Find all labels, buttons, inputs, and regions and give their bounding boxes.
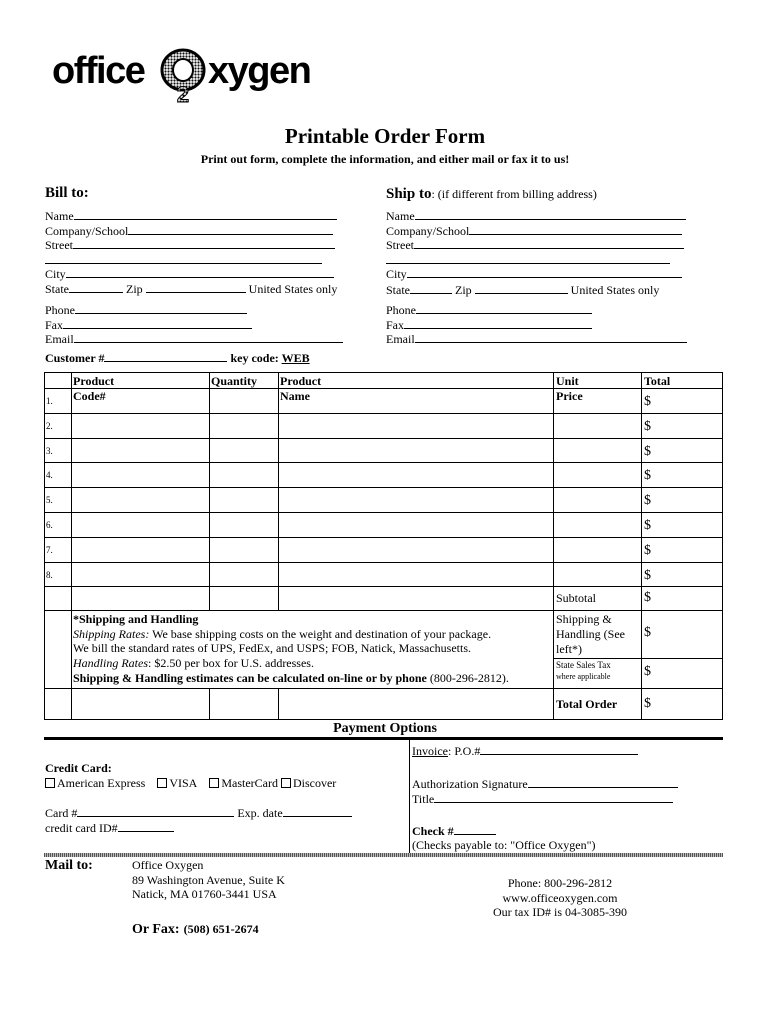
table-row-line — [44, 586, 723, 587]
bill-email-field[interactable]: Email — [45, 331, 343, 347]
header-unit-price: Unit Price — [556, 374, 583, 403]
order-cell-input[interactable] — [642, 538, 722, 562]
visa-checkbox[interactable]: VISA — [157, 776, 197, 790]
check-payable-note: (Checks payable to: "Office Oxygen") — [412, 838, 596, 852]
order-cell-input[interactable] — [72, 563, 209, 586]
order-cell-input[interactable] — [72, 463, 209, 487]
row-number: 5. — [46, 495, 53, 505]
order-cell-input[interactable] — [279, 563, 553, 586]
bill-phone-field[interactable]: Phone — [45, 302, 247, 318]
order-cell-input[interactable] — [279, 538, 553, 562]
tax-dollar: $ — [644, 664, 651, 679]
order-cell-input[interactable] — [279, 439, 553, 462]
table-column-line — [71, 688, 72, 719]
order-cell-input[interactable] — [72, 513, 209, 537]
bill-name-field[interactable]: Name — [45, 208, 337, 224]
order-cell-input[interactable] — [279, 414, 553, 438]
shipping-note-title: *Shipping and Handling — [73, 612, 199, 626]
order-cell-input[interactable] — [210, 463, 278, 487]
order-cell-input[interactable] — [72, 414, 209, 438]
mail-address-line-2: 89 Washington Avenue, Suite K — [132, 873, 285, 887]
row-total-dollar: $ — [644, 543, 651, 558]
order-cell-input[interactable] — [279, 389, 553, 413]
logo-subscript-2: 2 — [176, 82, 190, 104]
order-cell-input[interactable] — [642, 513, 722, 537]
table-column-line — [553, 688, 554, 719]
order-cell-input[interactable] — [642, 488, 722, 512]
order-cell-input[interactable] — [72, 488, 209, 512]
mail-divider — [44, 853, 723, 857]
order-cell-input[interactable] — [642, 563, 722, 586]
order-cell-input[interactable] — [642, 414, 722, 438]
order-cell-input[interactable] — [210, 488, 278, 512]
payment-divider — [44, 737, 723, 740]
card-number-field[interactable]: Card # Exp. date — [45, 805, 352, 821]
row-number: 4. — [46, 470, 53, 480]
order-cell-input[interactable] — [554, 389, 641, 413]
row-total-dollar: $ — [644, 493, 651, 508]
row-number: 6. — [46, 520, 53, 530]
bill-to-heading: Bill to: — [45, 185, 89, 201]
order-cell-input[interactable] — [210, 563, 278, 586]
total-order-dollar: $ — [644, 696, 651, 711]
credit-card-id-field[interactable]: credit card ID# — [45, 820, 174, 836]
row-total-dollar: $ — [644, 419, 651, 434]
row-number: 1. — [46, 396, 53, 406]
subtotal-label: Subtotal — [556, 591, 597, 605]
table-row-line — [553, 658, 723, 659]
ship-street-field[interactable]: Street — [386, 237, 684, 253]
row-total-dollar: $ — [644, 568, 651, 583]
fax-number: (508) 651-2674 — [183, 922, 259, 936]
page-title: Printable Order Form — [284, 124, 486, 148]
ship-street-line-2[interactable] — [386, 263, 670, 264]
mastercard-checkbox[interactable]: MasterCard — [209, 776, 278, 790]
payment-options-heading: Payment Options — [333, 721, 437, 736]
logo-text-office: office — [52, 50, 145, 92]
tax-id: Our tax ID# is 04-3085-390 — [493, 905, 627, 919]
shipping-rates-text: Shipping Rates: We base shipping costs on the weight and destination of your package. — [73, 627, 492, 641]
total-order-label: Total Order — [556, 697, 618, 711]
ship-to-heading: Ship to: (if different from billing address) — [386, 186, 597, 202]
order-cell-input[interactable] — [554, 488, 641, 512]
order-cell-input[interactable] — [554, 463, 641, 487]
amex-checkbox[interactable]: American Express — [45, 776, 145, 790]
shipping-dollar: $ — [644, 625, 651, 640]
order-cell-input[interactable] — [642, 439, 722, 462]
customer-number-field[interactable]: Customer # key code: WEB — [45, 351, 310, 365]
shipping-estimate-text: Shipping & Handling estimates can be calculated on-line or by phone (800-296-2812). — [73, 671, 509, 685]
order-cell-input[interactable] — [210, 414, 278, 438]
order-cell-input[interactable] — [72, 389, 209, 413]
mail-address-line-1: Office Oxygen — [132, 858, 204, 872]
page-subtitle: Print out form, complete the information, and either mail or fax it to us! — [200, 152, 570, 166]
table-column-line — [553, 610, 554, 688]
ship-fax-field[interactable]: Fax — [386, 317, 592, 333]
key-code-value: WEB — [281, 351, 310, 365]
subtotal-dollar: $ — [644, 590, 651, 605]
table-column-line — [641, 610, 642, 688]
table-column-line — [641, 688, 642, 719]
ship-name-field[interactable]: Name — [386, 208, 686, 224]
order-cell-input[interactable] — [72, 439, 209, 462]
credit-card-heading: Credit Card: — [45, 761, 112, 775]
row-total-dollar: $ — [644, 394, 651, 409]
order-cell-input[interactable] — [279, 488, 553, 512]
table-column-line — [71, 610, 72, 688]
mail-address-line-3: Natick, MA 01760-3441 USA — [132, 887, 277, 901]
order-cell-input[interactable] — [642, 463, 722, 487]
bill-street-field[interactable]: Street — [45, 237, 335, 253]
contact-phone: Phone: 800-296-2812 — [507, 876, 613, 890]
header-total: Total — [644, 374, 671, 388]
bill-street-line-2[interactable] — [45, 263, 322, 264]
row-number: 7. — [46, 545, 53, 555]
shipping-standard-rates-text: We bill the standard rates of UPS, FedEx, and USPS; FOB, Natick, Massachusetts. — [73, 641, 471, 655]
order-cell-input[interactable] — [210, 439, 278, 462]
row-number: 2. — [46, 421, 53, 431]
row-number: 3. — [46, 446, 53, 456]
check-number-field[interactable]: Check # — [412, 823, 496, 839]
authorization-signature-field[interactable]: Authorization Signature — [412, 776, 678, 792]
table-row-line — [44, 610, 723, 611]
invoice-po-field[interactable]: Invoice: P.O.# — [412, 743, 638, 759]
shipping-handling-label: Shipping & Handling (See left*) — [556, 612, 625, 656]
order-cell-input[interactable] — [554, 414, 641, 438]
sales-tax-sublabel: where applicable — [556, 672, 611, 681]
table-column-line — [278, 688, 279, 719]
row-total-dollar: $ — [644, 518, 651, 533]
bill-fax-field[interactable]: Fax — [45, 317, 252, 333]
discover-checkbox[interactable]: Discover — [281, 776, 336, 790]
order-cell-input[interactable] — [554, 513, 641, 537]
order-cell-input[interactable] — [554, 563, 641, 586]
order-cell-input[interactable] — [72, 538, 209, 562]
handling-rates-text: Handling Rates: $2.50 per box for U.S. addresses. — [73, 656, 314, 670]
table-column-line — [209, 688, 210, 719]
header-product-name: Product Name — [280, 374, 322, 403]
office-oxygen-logo — [52, 46, 332, 104]
order-cell-input[interactable] — [554, 439, 641, 462]
row-total-dollar: $ — [644, 444, 651, 459]
sales-tax-label: State Sales Tax — [556, 660, 611, 670]
order-cell-input[interactable] — [210, 389, 278, 413]
signature-title-field[interactable]: Title — [412, 791, 673, 807]
ship-company-field[interactable]: Company/School — [386, 223, 682, 239]
table-row-line — [44, 688, 723, 689]
order-cell-input[interactable] — [554, 538, 641, 562]
order-cell-input[interactable] — [210, 538, 278, 562]
header-product-code: Product Code# — [73, 374, 115, 403]
logo-text-xygen: xygen — [208, 50, 311, 92]
card-type-options — [45, 776, 336, 791]
row-number: 8. — [46, 570, 53, 580]
contact-website[interactable]: www.officeoxygen.com — [502, 891, 618, 905]
bill-state-zip-field[interactable]: State Zip United States only — [45, 282, 338, 296]
ship-phone-field[interactable]: Phone — [386, 302, 592, 318]
mail-to-heading: Mail to: — [45, 858, 93, 873]
order-cell-input[interactable] — [279, 513, 553, 537]
header-quantity: Quantity — [211, 374, 258, 388]
bill-company-field[interactable]: Company/School — [45, 223, 333, 239]
payment-column-divider — [409, 740, 410, 854]
order-cell-input[interactable] — [279, 463, 553, 487]
order-cell-input[interactable] — [642, 389, 722, 413]
row-total-dollar: $ — [644, 468, 651, 483]
ship-state-zip-field[interactable]: State Zip United States only — [386, 283, 660, 297]
fax-line: Or Fax: (508) 651-2674 — [132, 922, 259, 937]
ship-city-field[interactable]: City — [386, 266, 682, 282]
bill-city-field[interactable]: City — [45, 266, 334, 282]
oxygen-o-icon — [158, 46, 210, 104]
ship-email-field[interactable]: Email — [386, 331, 687, 347]
order-cell-input[interactable] — [210, 513, 278, 537]
